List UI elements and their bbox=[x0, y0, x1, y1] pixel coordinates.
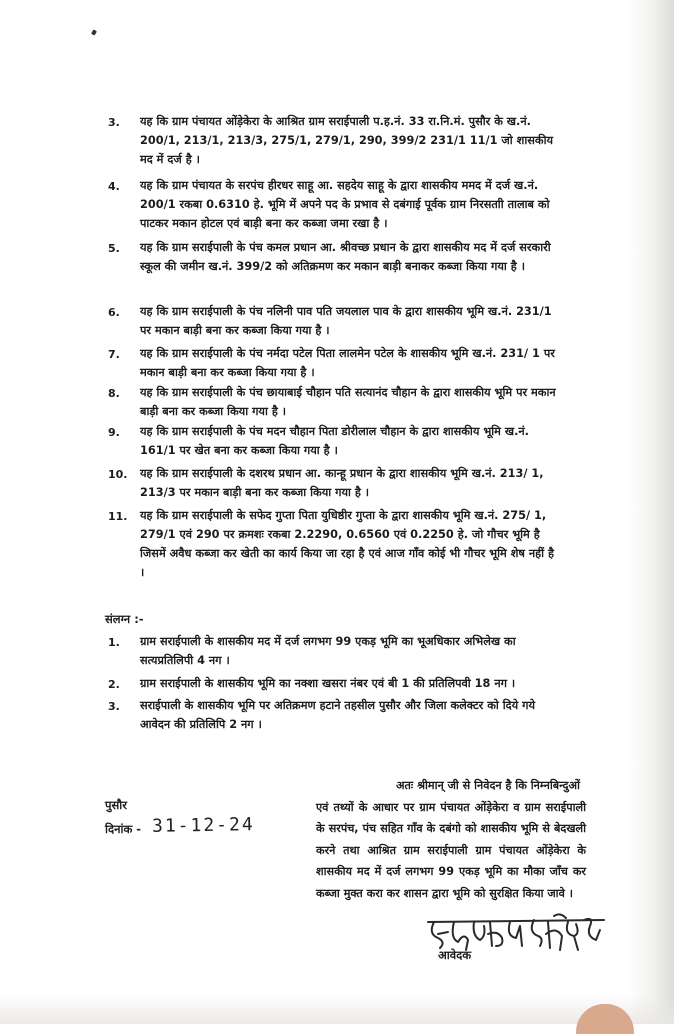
item-number: 7. bbox=[108, 348, 120, 361]
item-text: यह कि ग्राम सराईपाली के दशरथ प्रधान आ. कान्हू प्रधान के द्वारा शासकीय भूमि ख.नं. 213/ 1, 213/3 पर मकान बाड़ी बना कर कब्जा किया गया है । bbox=[140, 467, 544, 499]
closing-first-line: अतः श्रीमान् जी से निवेदन है कि निम्नबिन्दुओं bbox=[396, 779, 580, 792]
attachment-number: 1. bbox=[108, 636, 120, 649]
item-number: 10. bbox=[108, 468, 128, 481]
place-label: पुसौर bbox=[105, 798, 127, 812]
item-text: यह कि ग्राम सराईपाली के पंच नर्मदा पटेल पिता लालमेन पटेल के शासकीय भूमि ख.नं. 231/ 1 पर मकान बाड़ी बना कर कब्जा किया गया है । bbox=[140, 347, 555, 379]
page-bottom-shadow bbox=[0, 994, 674, 1024]
item-number: 11. bbox=[108, 510, 128, 523]
ink-speck bbox=[91, 29, 97, 35]
item-number: 8. bbox=[108, 387, 120, 400]
closing-request bbox=[316, 775, 586, 904]
item-text: यह कि ग्राम सराईपाली के पंच कमल प्रधान आ. श्रीवच्छ प्रधान के द्वारा शासकीय मद में दर्ज सरकारी स्कूल की जमीन ख.नं. 399/2 को अतिक्रमण कर मकान बाड़ी बनाकर कब्जा किया गया है । bbox=[140, 241, 551, 273]
item-number: 5. bbox=[108, 242, 120, 255]
attachment-text: ग्राम सराईपाली के शासकीय भूमि का नक्शा खसरा नंबर एवं बी 1 की प्रतिलिपवी 18 नग । bbox=[140, 677, 516, 690]
attachment-number: 3. bbox=[108, 700, 120, 713]
item-text: यह कि ग्राम पंचायत के सरपंच हीरधर साहू आ. सहदेय साहू के द्वारा शासकीय ममद में दर्ज ख.नं. 200/1 रकबा 0.6310 हे. भूमि में अपने पद के प्रभाव से दबंगाई पूर्वक ग्राम निरसताी तालाब को पाटकर मकान होटल एवं बाड़ी बना कर कब्जा जमा रखा है । bbox=[140, 179, 550, 230]
item-number: 3. bbox=[108, 116, 120, 129]
item-text: यह कि ग्राम सराईपाली के पंच मदन चौहान पिता डोरीलाल चौहान के द्वारा शासकीय भूमि ख.नं. 161/1 पर खेत बना कर कब्जा किया गया है । bbox=[140, 425, 529, 457]
item-number: 9. bbox=[108, 426, 120, 439]
handwritten-date: 31-12-24 bbox=[151, 814, 255, 837]
date-label: दिनांक - bbox=[105, 822, 142, 836]
item-text: यह कि ग्राम सराईपाली के सफेद गुप्ता पिता युधिष्ठीर गुप्ता के द्वारा शासकीय भूमि ख.नं. 275/ 1, 279/1 एवं 290 पर क्रमशः रकबा 2.2290, 0.6560 एवं 0.2250 हे. जो गौचर भूमि है जिसमें अवैध कब्जा कर खेती का कार्य किया जा रहा है एवं आज गाँव कोई भी गौचर भूमि शेष नहीं है । bbox=[140, 509, 554, 579]
closing-body: एवं तथ्यों के आधार पर ग्राम पंचायत ओंड़ेकेरा व ग्राम सराईपाली के सरपंच, पंच सहित गाँव के दबंगो को शासकीय भूमि से बेदखली करने तथा आश्रित ग्राम सराईपाली ग्राम पंचायत ओंड़ेकेरा के शासकीय मद में दर्ज लगभग 99 एकड़ भूमि का मौका जाँच कर कब्जा मुक्त करा कर शासन द्वारा भूमि को सुरक्षित किया जावे । bbox=[316, 800, 586, 900]
attachment-number: 2. bbox=[108, 678, 120, 691]
item-text: यह कि ग्राम सराईपाली के पंच छायाबाई चौहान पति सत्यानंद चौहान के द्वारा शासकीय भूमि पर मकान बाड़ी बना कर कब्जा किया गया है । bbox=[140, 386, 556, 418]
applicant-label: आवेदक bbox=[438, 948, 472, 962]
attachment-text: सराईपाली के शासकीय भूमि पर अतिक्रमण हटाने तहसील पुसौर और जिला कलेक्टर को दिये गये आवेदन की प्रतिलिपि 2 नग । bbox=[140, 699, 536, 731]
page-edge-shadow bbox=[628, 0, 674, 1024]
attachment-text: ग्राम सराईपाली के शासकीय मद में दर्ज लगभग 99 एकड़ भूमि का भूअधिकार अभिलेख का सत्यप्रतिलिपी 4 नग । bbox=[140, 635, 516, 667]
attachments-heading: संलग्न :- bbox=[105, 612, 144, 626]
item-text: यह कि ग्राम पंचायत ओंड़ेकेरा के आश्रित ग्राम सराईपाली प.ह.नं. 33 रा.नि.मं. पुसौर के ख.नं. 200/1, 213/1, 213/3, 275/1, 279/1, 290, 399/2 231/1 11/1 जो शासकीय मद में दर्ज है । bbox=[140, 115, 554, 166]
item-text: यह कि ग्राम सराईपाली के पंच नलिनी पाव पति जयलाल पाव के द्वारा शासकीय भूमि ख.नं. 231/1 पर मकान बाड़ी बना कर कब्जा किया गया है । bbox=[140, 305, 552, 337]
item-number: 4. bbox=[108, 180, 120, 193]
item-number: 6. bbox=[108, 306, 120, 319]
